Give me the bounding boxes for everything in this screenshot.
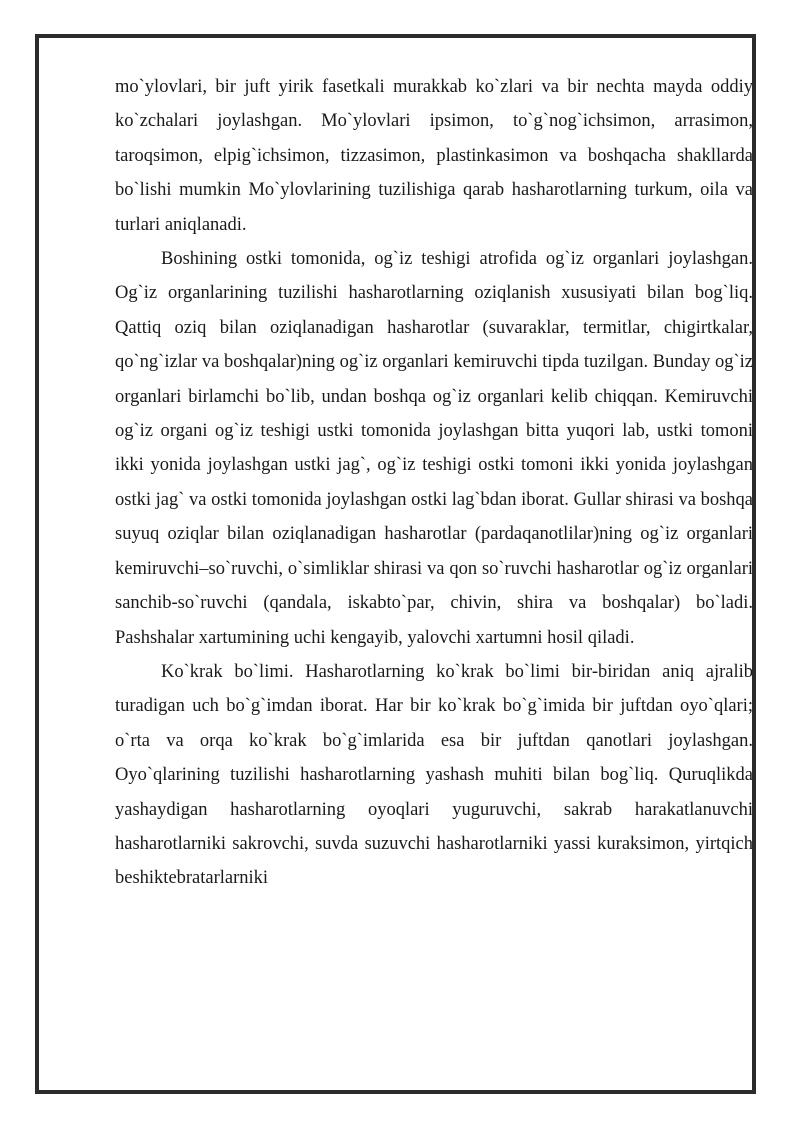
paragraph-kokrak-bolimi: Ko`krak bo`limi. Hasharotlarning ko`krak bo`limi bir-biridan aniq ajralib turadigan uch bo`g`imdan iborat. Har bir ko`krak bo`g`imida bir juftdan oyo`qlari; o`rta va orqa ko`krak bo`g`imlarida esa bir juftdan qanotlari joylashgan. Oyo`qlarining tuzilishi hasharotlarning yashash muhiti bilan bog`liq. Quruqlikda yashaydigan hasharotlarning oyoqlari yuguruvchi, sakrab harakatlanuvchi hasharotlarniki sakrovchi, suvda suzuvchi hasharotlarniki yassi kuraksimon, yirtqich beshiktebratarlarniki (115, 661, 753, 889)
document-body (115, 70, 753, 896)
paragraph-moylovlar: mo`ylovlari, bir juft yirik fasetkali murakkab ko`zlari va bir nechta mayda oddiy ko`zchalari joylashgan. Mo`ylovlari ipsimon, to`g`nog`ichsimon, arrasimon, taroqsimon, elpig`ichsimon, tizzasimon, plastinkasimon va boshqacha shakllarda bo`lishi mumkin Mo`ylovlarining tuzilishiga qarab hasharotlarning turkum, oila va turlari aniqlanadi. (115, 77, 753, 235)
paragraph-ogiz-organlari: Boshining ostki tomonida, og`iz teshigi atrofida og`iz organlari joylashgan. Og`iz organlarining tuzilishi hasharotlarning oziqlanish xususiyati bilan bog`liq. Qattiq oziq bilan oziqlanadigan hasharotlar (suvaraklar, termitlar, chigirtkalar, qo`ng`izlar va boshqalar)ning og`iz organlari kemiruvchi tipda tuzilgan. Bunday og`iz organlari birlamchi bo`lib, undan boshqa og`iz organlari kelib chiqqan. Kemiruvchi og`iz organi og`iz teshigi ustki tomonida joylashgan bitta yuqori lab, ustki tomoni ikki yonida joylashgan ustki jag`, og`iz teshigi ostki tomoni ikki yonida joylashgan ostki jag` va ostki tomonida joylashgan ostki lag`bdan iborat. Gullar shirasi va boshqa suyuq oziqlar bilan oziqlanadigan hasharotlar (pardaqanotlilar)ning og`iz organlari kemiruvchi–so`ruvchi, o`simliklar shirasi va qon so`ruvchi hasharotlar og`iz organlari sanchib-so`ruvchi (qandala, iskabto`par, chivin, shira va boshqalar) bo`ladi. Pashshalar xartumining uchi kengayib, yalovchi xartumni hosil qiladi. (115, 249, 753, 648)
